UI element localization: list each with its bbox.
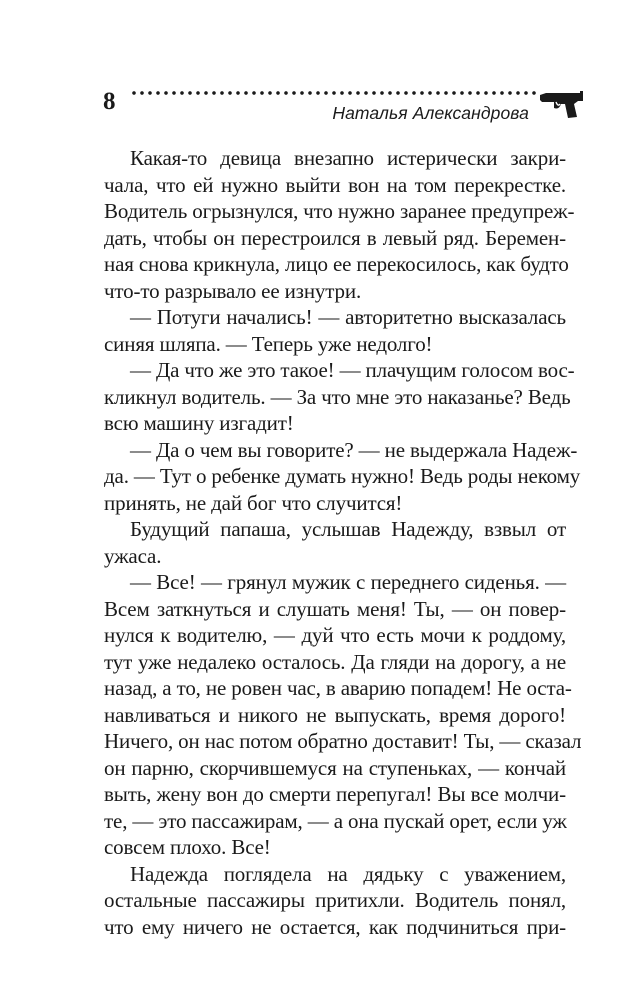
running-head-author: Наталья Александрова <box>332 103 529 123</box>
text-line: выть, жену вон до смерти перепугал! Вы все молчи- <box>104 782 566 806</box>
text-line: — Да о чем вы говорите? — не выдержала Надеж- <box>130 437 578 462</box>
page-number: 8 <box>103 88 116 115</box>
text-line: что ему ничего не остается, как подчиниться при- <box>104 914 566 939</box>
text-line: да. — Тут о ребенке думать нужно! Ведь роды некому <box>104 464 581 488</box>
text-line: синяя шляпа. — Теперь уже недолго! <box>104 331 433 356</box>
text-line: кликнул водитель. — За что мне это наказанье? Ведь <box>104 384 571 409</box>
text-line: Всем заткнуться и слушать меня! Ты, — он повер- <box>104 596 566 621</box>
text-line: принять, не дай бог что случится! <box>104 490 403 515</box>
text-line: — Да что же это такое! — плачущим голосом вос- <box>130 358 575 382</box>
text-line: — Потуги начались! — авторитетно высказалась <box>130 305 566 329</box>
text-line: дать, чтобы он перестроился в левый ряд. Беремен- <box>104 225 566 250</box>
text-line: те, — это пассажирам, — а она пускай орет, если уж <box>104 808 567 833</box>
text-line: Какая-то девица внезапно истерически закри- <box>130 146 566 170</box>
text-line: ужаса. <box>104 543 162 568</box>
text-line: что-то разрывало ее изнутри. <box>104 278 362 303</box>
text-line: совсем плохо. Все! <box>104 835 271 859</box>
text-line: навливаться и никого не выпускать, время дорого! <box>104 702 566 727</box>
text-line: всю машину изгадит! <box>104 411 294 435</box>
text-line: он парню, скорчившемуся на ступеньках, — кончай <box>104 755 566 780</box>
text-line: — Все! — грянул мужик с переднего сиденья. — <box>130 570 566 594</box>
text-line: чала, что ей нужно выйти вон на том перекрестке. <box>104 172 566 197</box>
text-line: остальные пассажиры притихли. Водитель понял, <box>104 888 566 912</box>
dotted-leader <box>130 88 540 98</box>
pistol-icon <box>540 90 584 120</box>
page-header <box>103 86 583 126</box>
body-text <box>104 145 582 940</box>
text-line: тут уже недалеко осталось. Да гляди на дорогу, а не <box>104 649 566 674</box>
text-line: нулся к водителю, — дуй что есть мочи к роддому, <box>104 623 566 647</box>
text-line: ная снова крикнула, лицо ее перекосилось, как будто <box>104 252 569 276</box>
text-line: Водитель огрызнулся, что нужно заранее предупреж- <box>104 199 575 223</box>
text-line: Ничего, он нас потом обратно доставит! Ты, — сказал <box>104 729 582 753</box>
text-line: Надежда поглядела на дядьку с уважением, <box>130 861 566 886</box>
text-line: назад, а то, не ровен час, в аварию попадем! Не оста- <box>104 676 572 700</box>
text-line: Будущий папаша, услышав Надежду, взвыл от <box>130 517 566 541</box>
